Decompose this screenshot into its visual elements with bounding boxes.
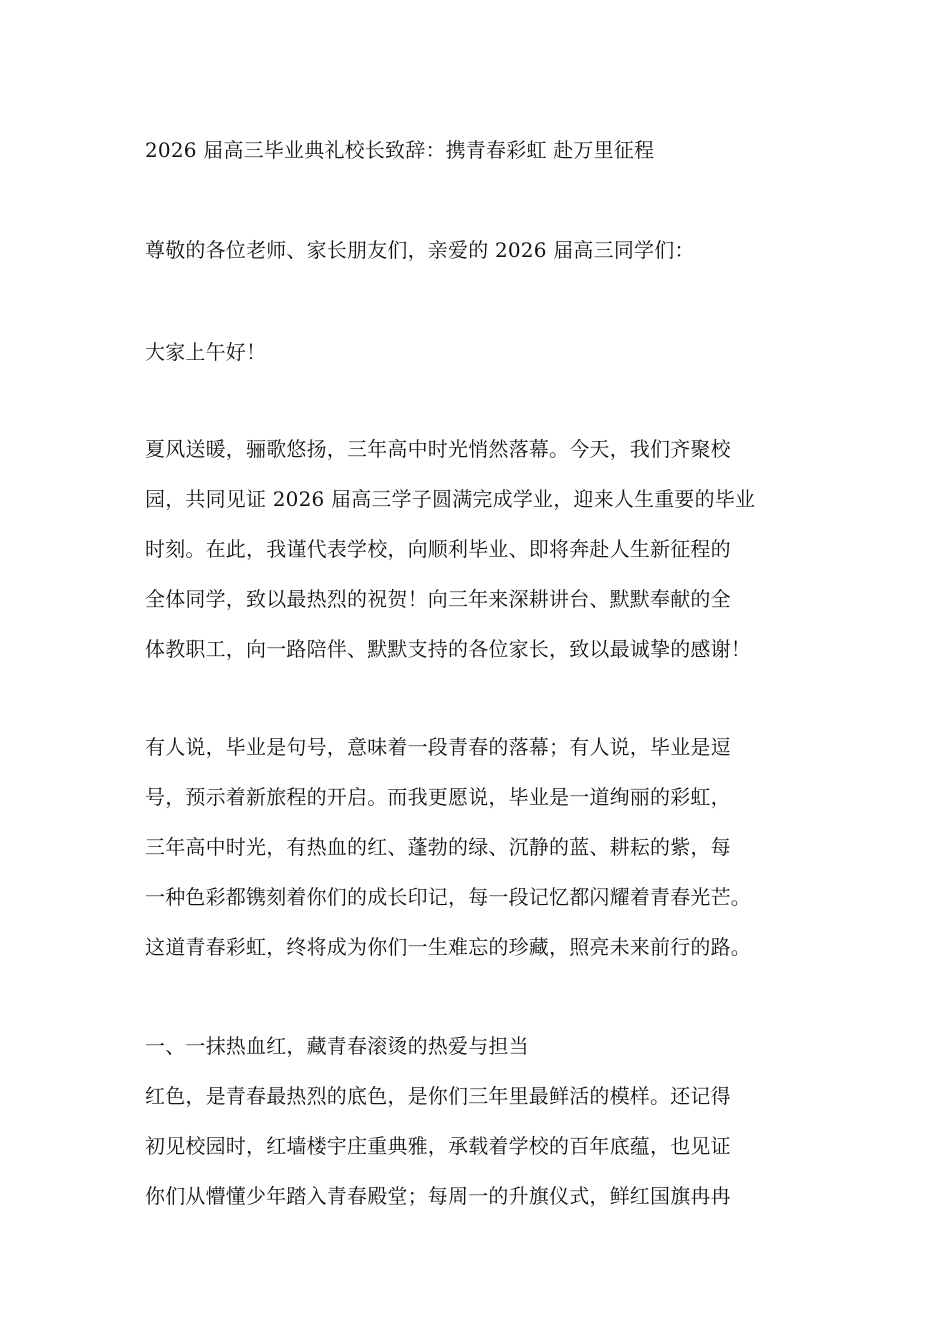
paragraph-line: 红色，是青春最热烈的底色，是你们三年里最鲜活的模样。还记得 bbox=[145, 1084, 731, 1108]
paragraph-line: 全体同学，致以最热烈的祝贺！向三年来深耕讲台、默默奉献的全 bbox=[145, 587, 731, 611]
paragraph-line: 体教职工，向一路陪伴、默默支持的各位家长，致以最诚挚的感谢！ bbox=[145, 637, 751, 661]
paragraph-line: 园，共同见证 2026 届高三学子圆满完成学业，迎来人生重要的毕业 bbox=[145, 487, 756, 511]
paragraph-line: 初见校园时，红墙楼宇庄重典雅，承载着学校的百年底蕴，也见证 bbox=[145, 1134, 731, 1158]
salutation-line: 大家上午好！ bbox=[145, 340, 267, 364]
paragraph-line: 这道青春彩虹，终将成为你们一生难忘的珍藏，照亮未来前行的路。 bbox=[145, 935, 751, 959]
document-title: 2026 届高三毕业典礼校长致辞：携青春彩虹 赴万里征程 bbox=[145, 138, 655, 162]
paragraph-line: 时刻。在此，我谨代表学校，向顺利毕业、即将奔赴人生新征程的 bbox=[145, 537, 731, 561]
section-1-heading: 一、一抹热血红，藏青春滚烫的热爱与担当 bbox=[145, 1034, 529, 1058]
greeting-line: 尊敬的各位老师、家长朋友们，亲爱的 2026 届高三同学们： bbox=[145, 238, 695, 262]
paragraph-line: 你们从懵懂少年踏入青春殿堂；每周一的升旗仪式，鲜红国旗冉冉 bbox=[145, 1184, 731, 1208]
paragraph-line: 夏风送暖，骊歌悠扬，三年高中时光悄然落幕。今天，我们齐聚校 bbox=[145, 437, 731, 461]
paragraph-line: 一种色彩都镌刻着你们的成长印记，每一段记忆都闪耀着青春光芒。 bbox=[145, 885, 751, 909]
paragraph-line: 号，预示着新旅程的开启。而我更愿说，毕业是一道绚丽的彩虹， bbox=[145, 785, 731, 809]
paragraph-line: 有人说，毕业是句号，意味着一段青春的落幕；有人说，毕业是逗 bbox=[145, 735, 731, 759]
paragraph-line: 三年高中时光，有热血的红、蓬勃的绿、沉静的蓝、耕耘的紫，每 bbox=[145, 835, 731, 859]
